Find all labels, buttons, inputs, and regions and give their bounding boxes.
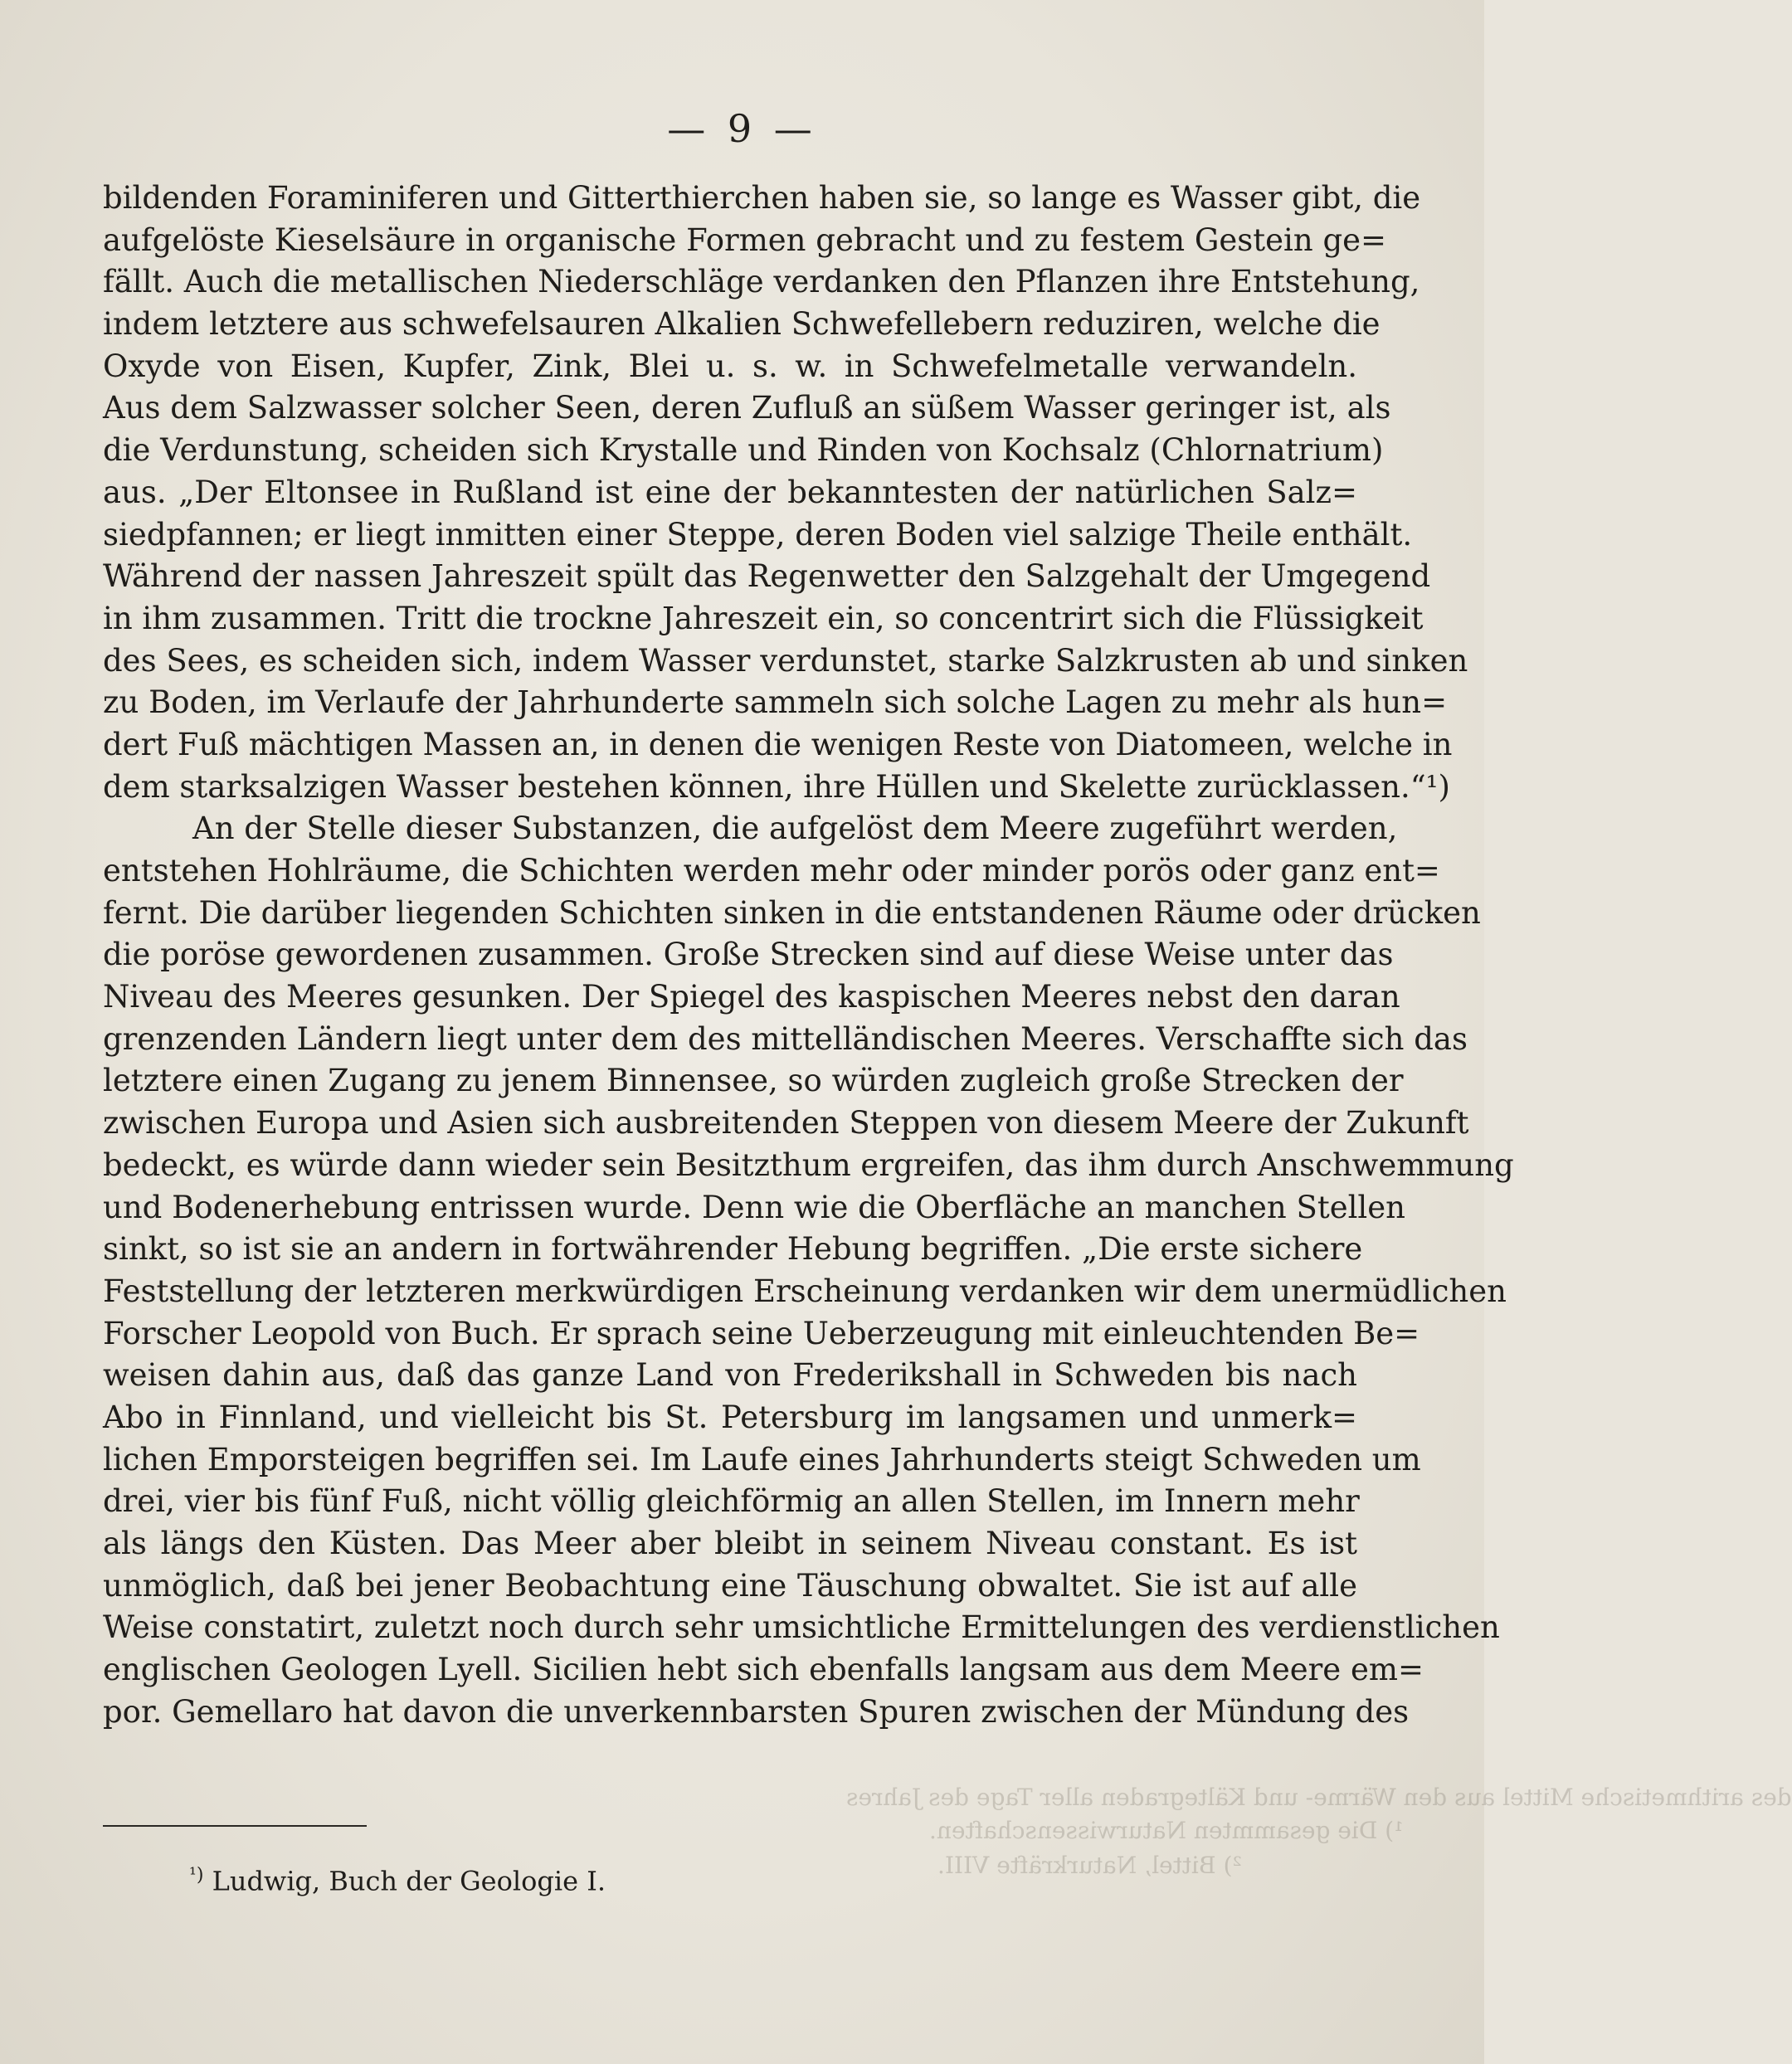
text-line: drei, vier bis fünf Fuß, nicht völlig gleichförmig an allen Stellen, im Innern mehr bbox=[103, 1483, 1360, 1520]
text-line: unmöglich, daß bei jener Beobachtung eine Täuschung obwaltet. Sie ist auf alle bbox=[103, 1567, 1357, 1604]
text-line: Während der nassen Jahreszeit spült das Regenwetter den Salzgehalt der Umgegend bbox=[103, 558, 1431, 595]
text-line: des Sees, es scheiden sich, indem Wasser verdunstet, starke Salzkrusten ab und sinken bbox=[103, 642, 1468, 679]
bleed-through-text-1: des arithmetische Mittel aus den Wärme- und Kältegraden aller Tage des Jahres bbox=[846, 1784, 1792, 1811]
footnote bbox=[189, 1865, 606, 1897]
text-line: dem starksalzigen Wasser bestehen können, ihre Hüllen und Skelette zurücklassen.“¹) bbox=[103, 768, 1450, 805]
text-line: die Verdunstung, scheiden sich Krystalle und Rinden von Kochsalz (Chlornatrium) bbox=[103, 432, 1384, 469]
text-line: dert Fuß mächtigen Massen an, in denen die wenigen Reste von Diatomeen, welche in bbox=[103, 726, 1453, 762]
text-line: weisen dahin aus, daß das ganze Land von Frederikshall in Schweden bis nach bbox=[103, 1357, 1357, 1394]
text-line: entstehen Hohlräume, die Schichten werden mehr oder minder porös oder ganz ent= bbox=[103, 853, 1440, 888]
text-line: letztere einen Zugang zu jenem Binnensee, so würden zugleich große Strecken der bbox=[103, 1063, 1404, 1099]
text-line: englischen Geologen Lyell. Sicilien hebt sich ebenfalls langsam aus dem Meere em= bbox=[103, 1652, 1424, 1688]
text-line: Niveau des Meeres gesunken. Der Spiegel des kaspischen Meeres nebst den daran bbox=[103, 979, 1400, 1015]
text-line: die poröse gewordenen zusammen. Große Strecken sind auf diese Weise unter das bbox=[103, 937, 1394, 973]
paragraph-start-line: An der Stelle dieser Substanzen, die aufgelöst dem Meere zugeführt werden, bbox=[192, 811, 1398, 847]
text-line: zwischen Europa und Asien sich ausbreitenden Steppen von diesem Meere der Zukunft bbox=[103, 1105, 1469, 1142]
text-line: zu Boden, im Verlaufe der Jahrhunderte sammeln sich solche Lagen zu mehr als hun= bbox=[103, 684, 1448, 721]
text-line: als längs den Küsten. Das Meer aber bleibt in seinem Niveau constant. Es ist bbox=[103, 1526, 1357, 1561]
text-line: Forscher Leopold von Buch. Er sprach seine Ueberzeugung mit einleuchtenden Be= bbox=[103, 1315, 1420, 1351]
text-line: Feststellung der letzteren merkwürdigen Erscheinung verdanken wir dem unermüdlichen bbox=[103, 1273, 1507, 1309]
text-line: Abo in Finnland, und vielleicht bis St. Petersburg im langsamen und unmerk= bbox=[103, 1399, 1357, 1435]
footnote-mark: ¹) bbox=[189, 1865, 204, 1886]
bleed-through-text-2: ¹) Die gesammten Naturwissenschaften. bbox=[929, 1817, 1404, 1844]
text-line: indem letztere aus schwefelsauren Alkalien Schwefellebern reduziren, welche die bbox=[103, 306, 1381, 343]
text-line: und Bodenerhebung entrissen wurde. Denn wie die Oberfläche an manchen Stellen bbox=[103, 1189, 1405, 1225]
text-line: siedpfannen; er liegt inmitten einer Steppe, deren Boden viel salzige Theile enthält. bbox=[103, 516, 1413, 553]
text-line: in ihm zusammen. Tritt die trockne Jahreszeit ein, so concentrirt sich die Flüssigkeit bbox=[103, 600, 1424, 636]
body-text bbox=[103, 178, 1514, 1733]
text-line: aus. „Der Eltonsee in Rußland ist eine der bekanntesten der natürlichen Salz= bbox=[103, 474, 1357, 510]
text-line: aufgelöste Kieselsäure in organische Formen gebracht und zu festem Gestein ge= bbox=[103, 221, 1387, 258]
text-line: Weise constatirt, zuletzt noch durch sehr umsichtliche Ermittelungen des verdienstlichen bbox=[103, 1609, 1500, 1646]
text-line: grenzenden Ländern liegt unter dem des mittelländischen Meeres. Verschaffte sich das bbox=[103, 1020, 1468, 1057]
bleed-through-text-3: ²) Bittel, Naturkräfte VIII. bbox=[937, 1852, 1242, 1879]
text-line: Aus dem Salzwasser solcher Seen, deren Zufluß an süßem Wasser geringer ist, als bbox=[103, 390, 1391, 426]
text-line: sinkt, so ist sie an andern in fortwährender Hebung begriffen. „Die erste sichere bbox=[103, 1231, 1363, 1268]
footnote-text: Ludwig, Buch der Geologie I. bbox=[212, 1865, 606, 1897]
text-line: bildenden Foraminiferen und Gitterthierchen haben sie, so lange es Wasser gibt, die bbox=[103, 180, 1421, 216]
text-line: Oxyde von Eisen, Kupfer, Zink, Blei u. s. w. in Schwefelmetalle verwandeln. bbox=[103, 348, 1357, 384]
text-line: por. Gemellaro hat davon die unverkennbarsten Spuren zwischen der Mündung des bbox=[103, 1693, 1410, 1730]
text-line: lichen Emporsteigen begriffen sei. Im Laufe eines Jahrhunderts steigt Schweden um bbox=[103, 1441, 1421, 1477]
text-line: fällt. Auch die metallischen Niederschläge verdanken den Pflanzen ihre Entstehung, bbox=[103, 264, 1420, 300]
text-line: bedeckt, es würde dann wieder sein Besitzthum ergreifen, das ihm durch Anschwemmung bbox=[103, 1146, 1514, 1183]
footnote-divider bbox=[103, 1825, 367, 1827]
page-number: — 9 — bbox=[667, 106, 817, 151]
text-line: fernt. Die darüber liegenden Schichten sinken in die entstandenen Räume oder drücken bbox=[103, 894, 1481, 931]
